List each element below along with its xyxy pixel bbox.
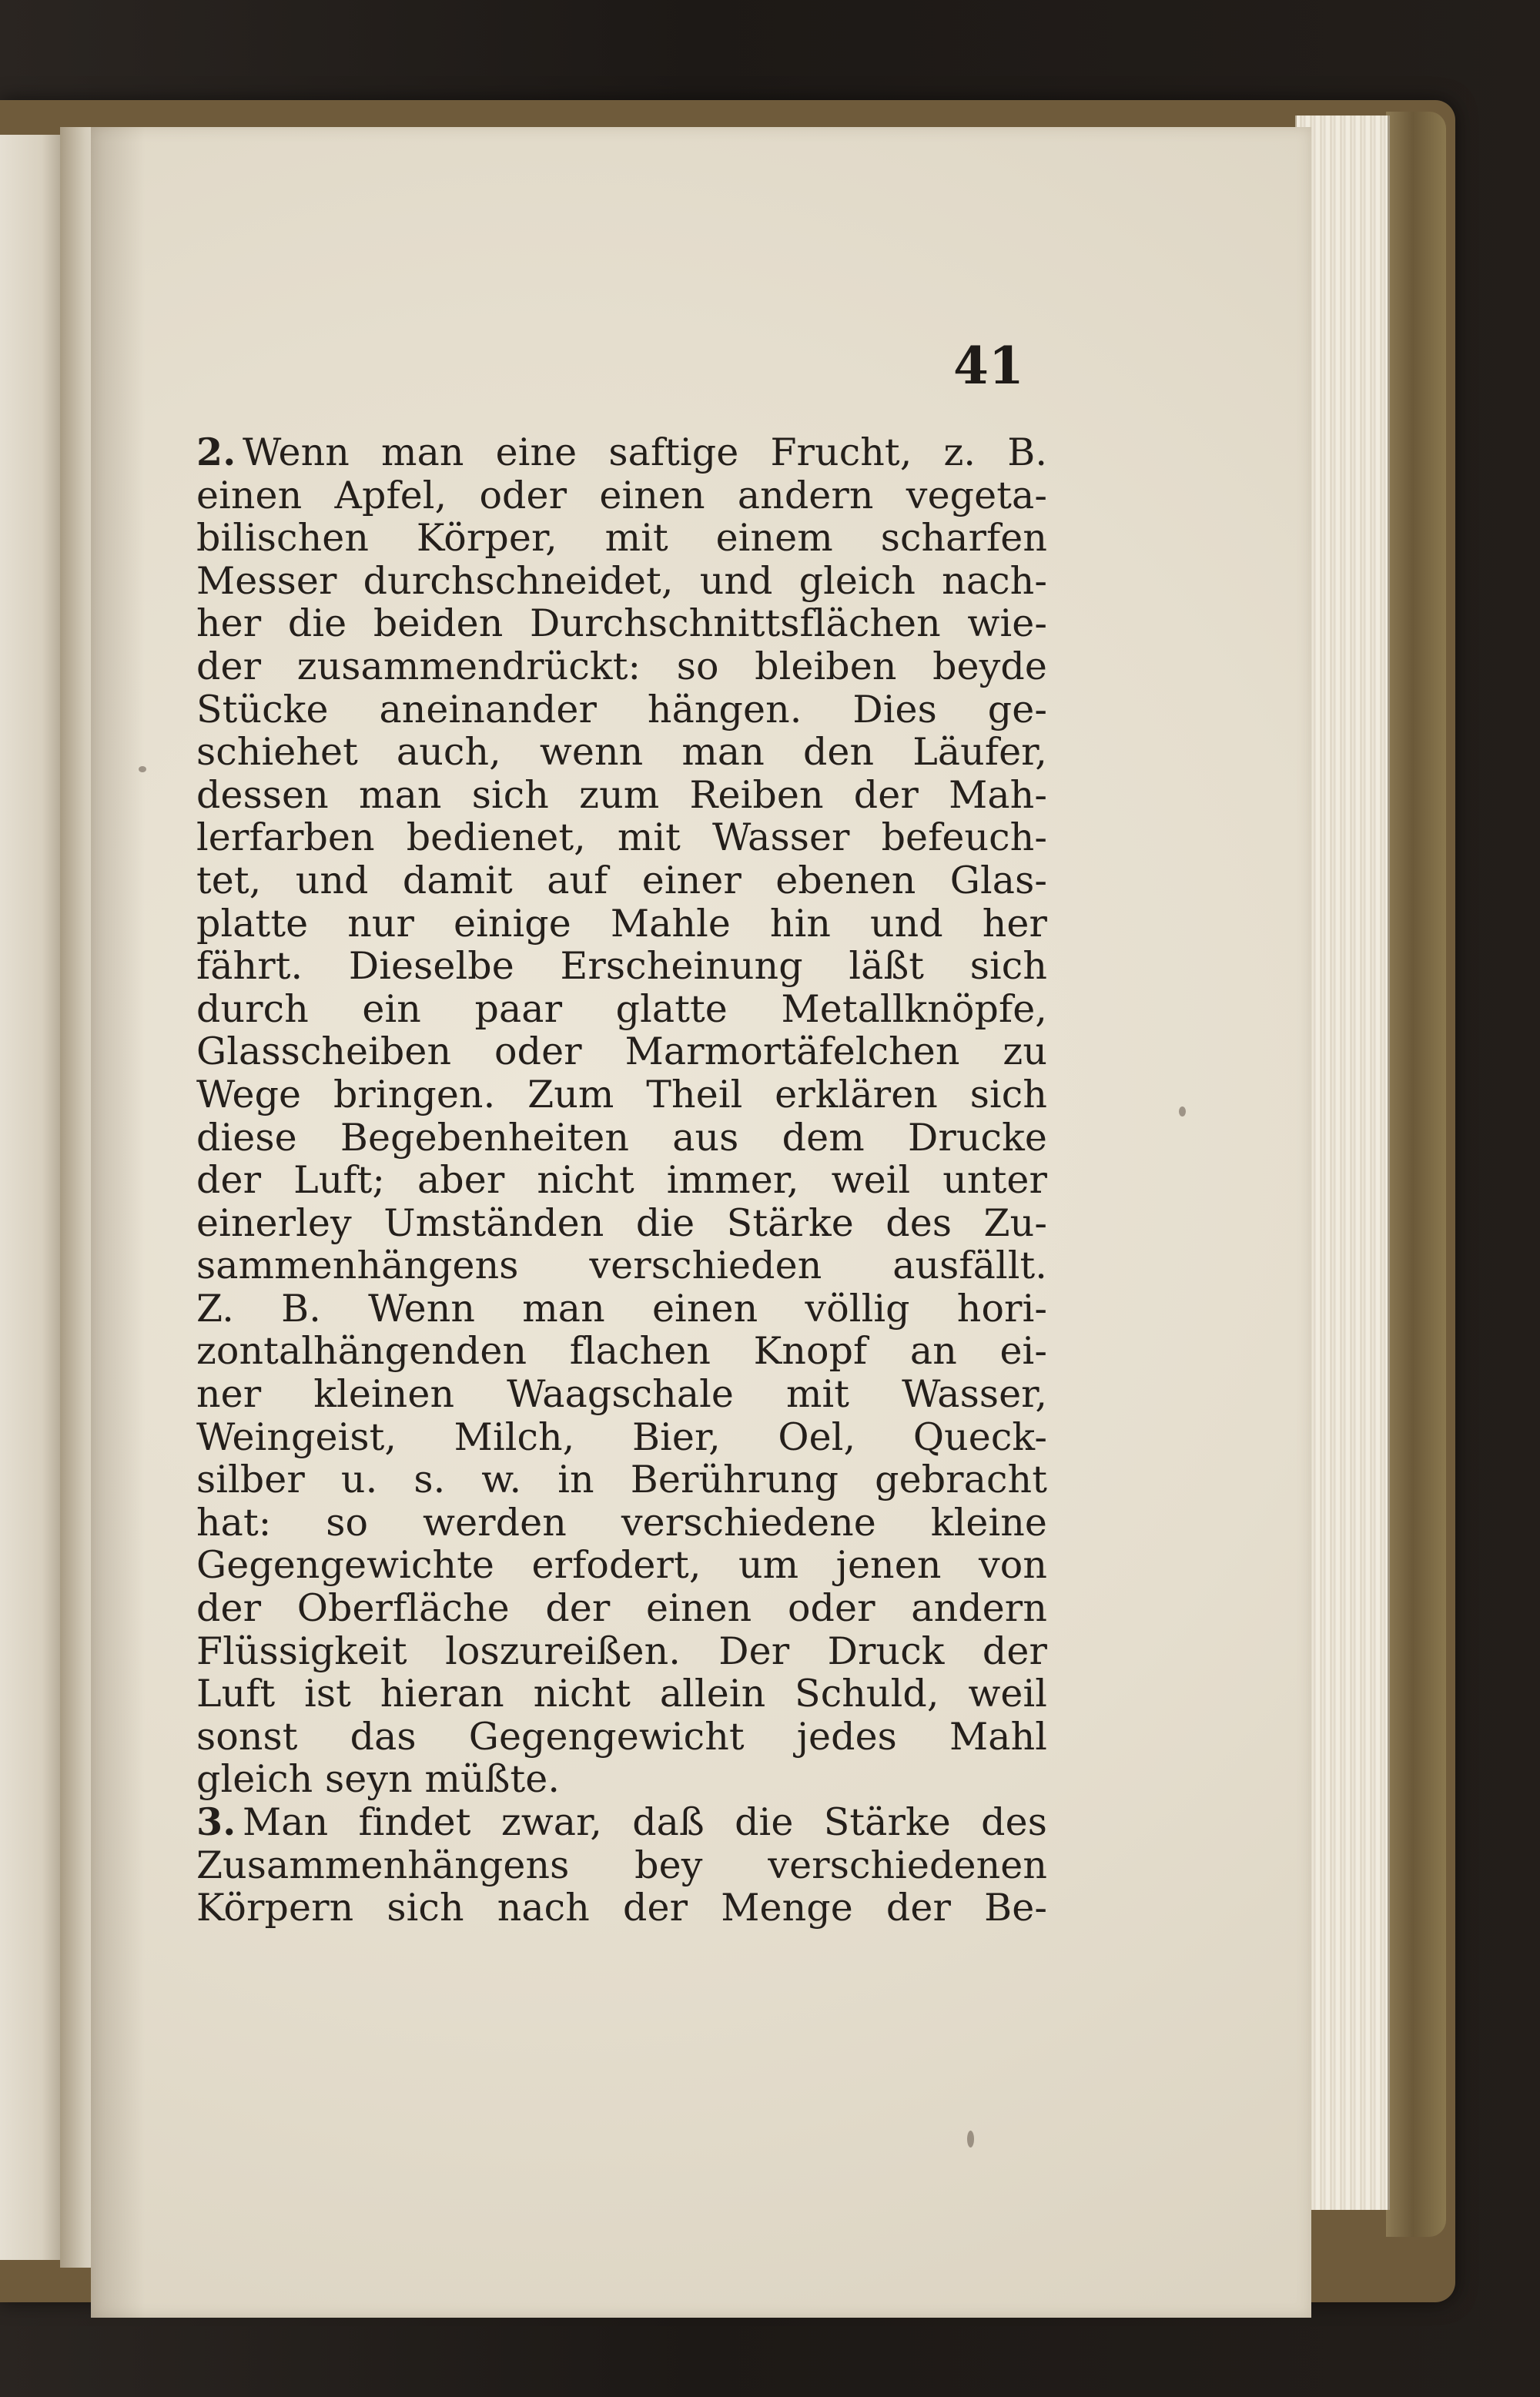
- text-line: [196, 988, 1047, 1031]
- text-line-content: einerley Umständen die Stärke des Zu-: [196, 1201, 1047, 1245]
- text-line: [196, 1630, 1047, 1673]
- text-line-content: sonst das Gegengewicht jedes Mahl: [196, 1715, 1047, 1759]
- text-line-content: Wege bringen. Zum Theil erklären sich: [196, 1073, 1047, 1116]
- text-line: [196, 1801, 1047, 1844]
- text-line-content: her die beiden Durchschnittsflächen wie-: [196, 602, 1047, 645]
- text-line: [196, 859, 1047, 902]
- text-line: [196, 1587, 1047, 1630]
- page-text-block: [196, 431, 1047, 1930]
- text-line: [196, 1287, 1047, 1331]
- text-line: [196, 1886, 1047, 1930]
- text-line: [196, 1501, 1047, 1545]
- text-line: [196, 1073, 1047, 1116]
- text-line-content: Man findet zwar, daß die Stärke des: [243, 1801, 1047, 1844]
- text-line-content: silber u. s. w. in Berührung gebracht: [196, 1458, 1047, 1501]
- text-line-content: bilischen Körper, mit einem scharfen: [196, 517, 1047, 560]
- text-line-content: Glasscheiben oder Marmortäfelchen zu: [196, 1030, 1047, 1073]
- text-line-content: Zusammenhängens bey verschiedenen: [196, 1843, 1047, 1887]
- text-line: [196, 1244, 1047, 1287]
- text-line-content: diese Begebenheiten aus dem Drucke: [196, 1116, 1047, 1160]
- text-line: [196, 560, 1047, 603]
- text-line-content: ner kleinen Waagschale mit Wasser,: [196, 1373, 1047, 1416]
- text-line-content: lerfarben bedienet, mit Wasser befeuch-: [196, 816, 1047, 859]
- text-line: [196, 1458, 1047, 1501]
- text-line: [196, 645, 1047, 688]
- text-line: [196, 731, 1047, 774]
- text-line: [196, 1844, 1047, 1887]
- page-number: 41: [953, 336, 1024, 396]
- text-line: [196, 1330, 1047, 1373]
- text-line-content: schiehet auch, wenn man den Läufer,: [196, 731, 1047, 774]
- text-line-content: der zusammendrückt: so bleiben beyde: [196, 644, 1047, 688]
- text-line: [196, 816, 1047, 859]
- text-line: [196, 517, 1047, 560]
- text-line-content: dessen man sich zum Reiben der Mah-: [196, 773, 1047, 817]
- text-line-content: gleich seyn müßte.: [196, 1758, 561, 1801]
- text-line-content: tet, und damit auf einer ebenen Glas-: [196, 859, 1047, 902]
- text-line: [196, 1758, 1047, 1801]
- text-line: [196, 1202, 1047, 1245]
- paragraph-number: 3.: [196, 1801, 236, 1844]
- text-line-content: Luft ist hieran nicht allein Schuld, weil: [196, 1672, 1047, 1716]
- text-line-content: Z. B. Wenn man einen völlig hori-: [196, 1287, 1047, 1331]
- text-line: [196, 1116, 1047, 1160]
- text-line-content: Weingeist, Milch, Bier, Oel, Queck-: [196, 1415, 1047, 1459]
- text-line: [196, 902, 1047, 946]
- text-line-content: fährt. Dieselbe Erscheinung läßt sich: [196, 945, 1047, 988]
- text-line: [196, 1416, 1047, 1459]
- text-line-content: Körpern sich nach der Menge der Be-: [196, 1886, 1047, 1930]
- text-line: [196, 1544, 1047, 1587]
- text-line-content: der Oberfläche der einen oder andern: [196, 1587, 1047, 1630]
- paragraph-number: 2.: [196, 431, 236, 474]
- paper-speck: [1179, 1106, 1186, 1116]
- text-line-content: Flüssigkeit loszureißen. Der Druck der: [196, 1629, 1047, 1673]
- text-line: [196, 774, 1047, 817]
- left-page-edge: [0, 135, 62, 2260]
- text-line: [196, 1030, 1047, 1073]
- text-line-content: hat: so werden verschiedene kleine: [196, 1501, 1047, 1545]
- text-line: [196, 1159, 1047, 1202]
- text-line-content: zontalhängenden flachen Knopf an ei-: [196, 1330, 1047, 1374]
- text-line: [196, 602, 1047, 645]
- text-line-content: Messer durchschneidet, und gleich nach-: [196, 559, 1047, 603]
- text-line-content: einen Apfel, oder einen andern vegeta-: [196, 474, 1047, 517]
- text-line-content: sammenhängens verschieden ausfällt.: [196, 1244, 1047, 1287]
- text-line-content: platte nur einige Mahle hin und her: [196, 902, 1047, 946]
- page-binding-shadow: [91, 127, 145, 2318]
- text-line-content: Stücke aneinander hängen. Dies ge-: [196, 688, 1047, 731]
- book-cover-edge: [1386, 112, 1446, 2237]
- text-line-content: Gegengewichte erfodert, um jenen von: [196, 1544, 1047, 1588]
- text-line-content: durch ein paar glatte Metallknöpfe,: [196, 987, 1047, 1031]
- text-line: [196, 1373, 1047, 1416]
- text-line: [196, 1672, 1047, 1716]
- paper-speck: [967, 2131, 974, 2148]
- text-line-content: Wenn man eine saftige Frucht, z. B.: [243, 431, 1047, 474]
- text-line: [196, 945, 1047, 988]
- text-line: [196, 688, 1047, 731]
- text-line: [196, 474, 1047, 517]
- text-line: [196, 431, 1047, 474]
- text-line: [196, 1716, 1047, 1759]
- text-line-content: der Luft; aber nicht immer, weil unter: [196, 1159, 1047, 1202]
